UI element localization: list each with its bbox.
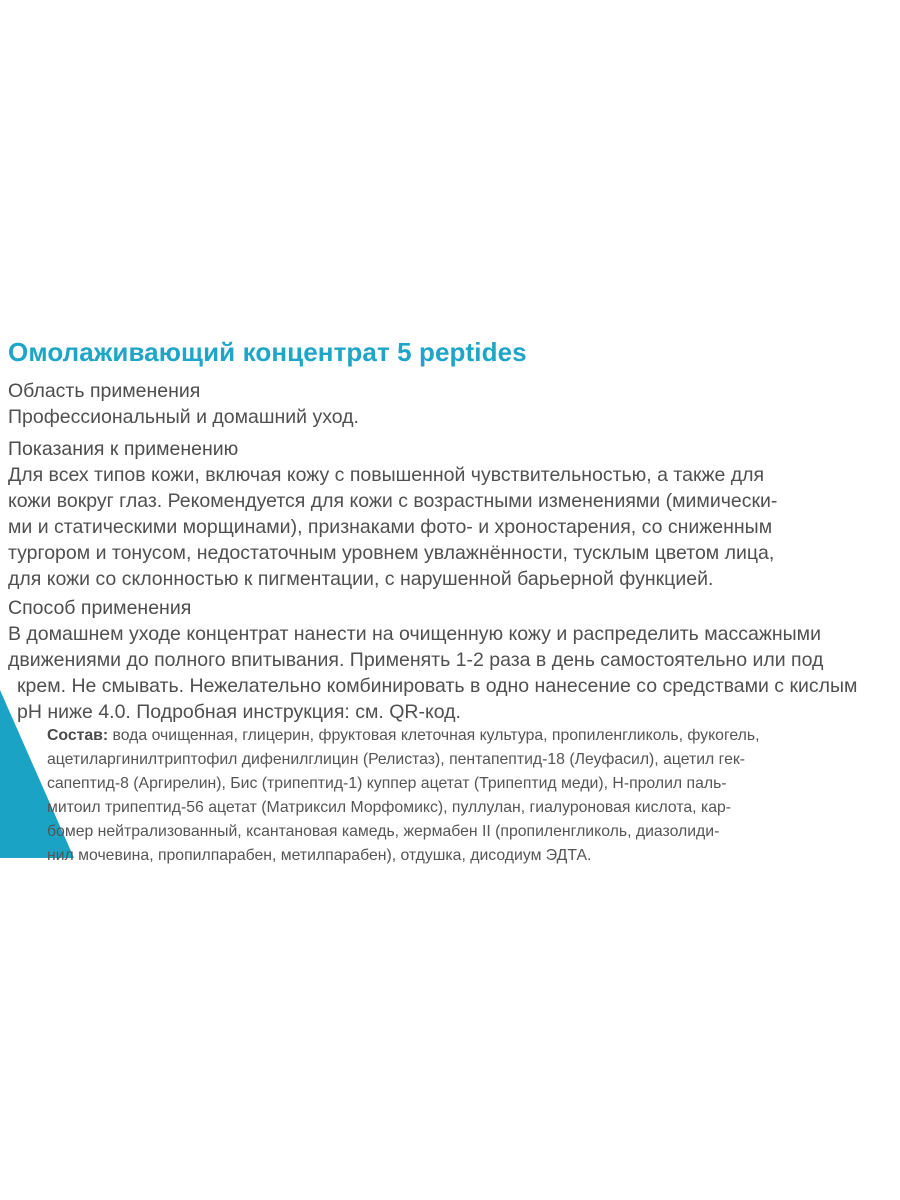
composition-line: митоил трипептид-56 ацетат (Матриксил Морфомикс), пуллулан, гиалуроновая кислота, кар- bbox=[47, 799, 732, 816]
method-section bbox=[8, 595, 893, 725]
composition-line: сапептид-8 (Аргирелин), Бис (трипептид-1) куппер ацетат (Трипептид меди), Н-пролил паль- bbox=[47, 775, 727, 792]
method-line: pH ниже 4.0. Подробная инструкция: см. QR-код. bbox=[17, 701, 461, 723]
composition-label: Состав: bbox=[47, 727, 109, 744]
usage-area-heading: Область применения bbox=[8, 380, 201, 402]
indications-section bbox=[8, 436, 893, 592]
usage-area-section bbox=[8, 378, 893, 430]
composition-text: вода очищенная, глицерин, фруктовая клеточная культура, пропиленгликоль, фукогель, bbox=[108, 727, 760, 744]
composition-line: ацетиларгинилтриптофил дифенилглицин (Релистаз), пентапептид-18 (Леуфасил), ацетил гек- bbox=[47, 751, 746, 768]
composition-line: бомер нейтрализованный, ксантановая камедь, жермабен II (пропиленгликоль, диазолиди- bbox=[47, 823, 720, 840]
usage-area-text: Профессиональный и домашний уход. bbox=[8, 406, 359, 428]
method-line: крем. Не смывать. Нежелательно комбинировать в одно нанесение со средствами с кислым bbox=[17, 675, 858, 697]
indications-line: Для всех типов кожи, включая кожу с повышенной чувствительностью, а также для bbox=[8, 464, 765, 486]
indications-line: для кожи со склонностью к пигментации, с нарушенной барьерной функцией. bbox=[8, 568, 714, 590]
method-line: В домашнем уходе концентрат нанести на очищенную кожу и распределить массажными bbox=[8, 623, 821, 645]
composition-first-line bbox=[47, 724, 897, 748]
indications-line: тургором и тонусом, недостаточным уровнем увлажнённости, тусклым цветом лица, bbox=[8, 542, 775, 564]
method-heading: Способ применения bbox=[8, 597, 192, 619]
indications-line: кожи вокруг глаз. Рекомендуется для кожи с возрастными изменениями (мимически- bbox=[8, 490, 778, 512]
indications-line: ми и статическими морщинами), признаками фото- и хроностарения, со сниженным bbox=[8, 516, 773, 538]
indications-heading: Показания к применению bbox=[8, 438, 239, 460]
composition-section bbox=[47, 724, 897, 868]
composition-line: нил мочевина, пропилпарабен, метилпарабен), отдушка, дисодиум ЭДТА. bbox=[47, 847, 592, 864]
product-title: Омолаживающий концентрат 5 peptides bbox=[8, 337, 527, 367]
method-line: движениями до полного впитывания. Применять 1-2 раза в день самостоятельно или под bbox=[8, 649, 824, 671]
